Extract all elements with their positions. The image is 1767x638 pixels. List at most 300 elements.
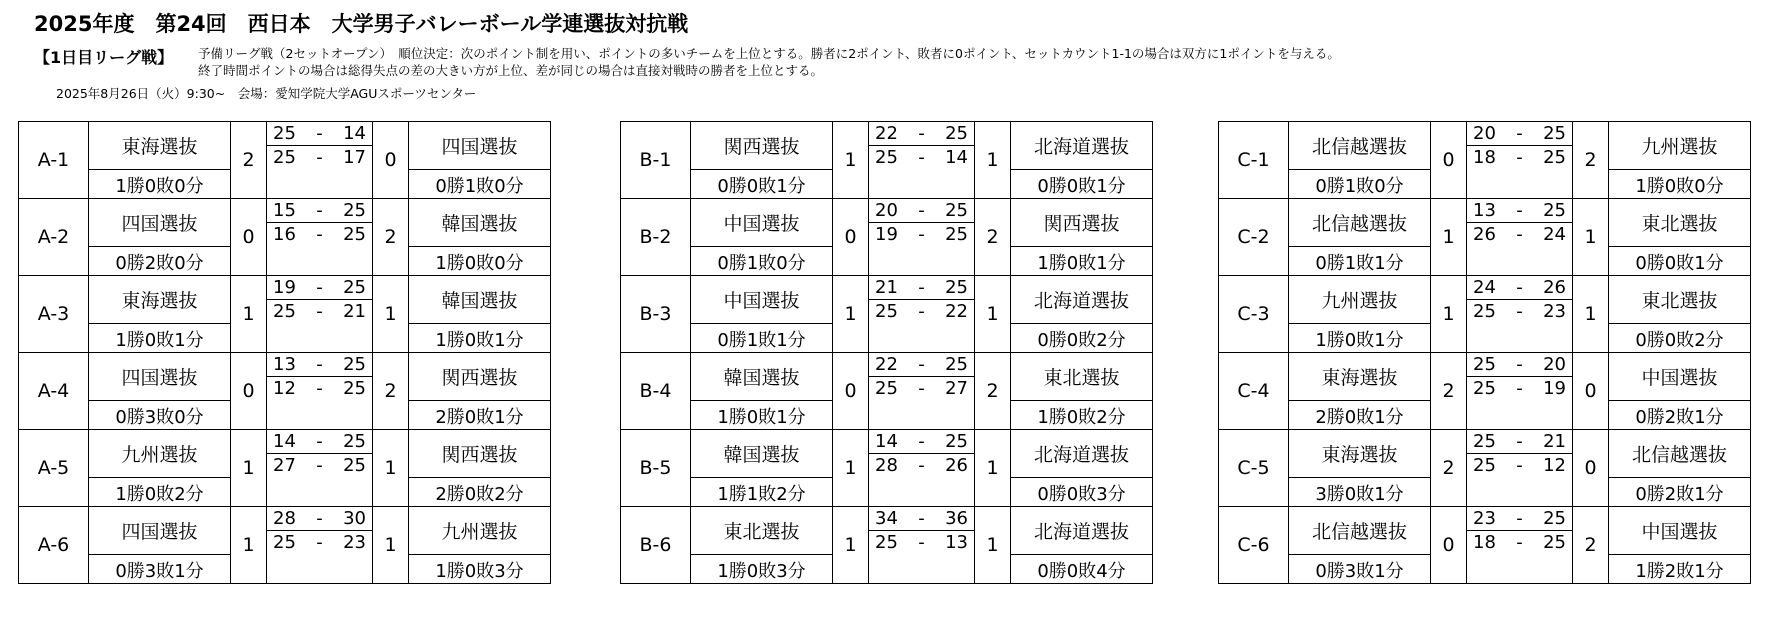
- set-score-team1: 26: [1473, 224, 1496, 246]
- team2-sets: 1: [1573, 199, 1609, 276]
- team2-record: 0勝2敗1分: [1609, 478, 1751, 507]
- match-row: [621, 430, 1153, 454]
- team1-record: 2勝0敗1分: [1289, 401, 1431, 430]
- score-dash: -: [1516, 123, 1523, 144]
- score-blank: [267, 324, 373, 353]
- score-blank: [869, 247, 975, 276]
- team1-sets: 0: [1431, 122, 1467, 199]
- set-score: [869, 454, 975, 478]
- set-score-team1: 14: [273, 431, 296, 452]
- team2-name: 四国選抜: [409, 122, 551, 170]
- match-row: [621, 507, 1153, 531]
- match-row: [621, 247, 1153, 276]
- team1-name: 北信越選抜: [1289, 507, 1431, 555]
- score-blank: [1467, 401, 1573, 430]
- set-score-team2: 25: [1543, 123, 1566, 144]
- team2-name: 北海道選抜: [1011, 122, 1153, 170]
- set-score: [1467, 430, 1573, 454]
- team2-sets: 0: [1573, 353, 1609, 430]
- match-row: [621, 199, 1153, 223]
- score-dash: -: [918, 224, 925, 246]
- set-score: [869, 300, 975, 324]
- set-score-team1: 18: [1473, 147, 1496, 169]
- team2-sets: 0: [1573, 430, 1609, 507]
- set-score-team2: 26: [1543, 277, 1566, 298]
- set-score-team1: 16: [273, 224, 296, 246]
- set-score: [869, 146, 975, 170]
- score-dash: -: [918, 455, 925, 477]
- set-score-team1: 25: [875, 301, 898, 323]
- match-row: [1219, 247, 1751, 276]
- set-score-team1: 19: [273, 277, 296, 298]
- match-row: [19, 430, 551, 454]
- team2-sets: 2: [975, 199, 1011, 276]
- date-venue: 2025年8月26日（火）9:30~ 会場：愛知学院大学AGUスポーツセンター: [56, 86, 477, 101]
- team1-record: 0勝3敗0分: [89, 401, 231, 430]
- score-blank: [869, 401, 975, 430]
- set-score-team2: 26: [945, 455, 968, 477]
- team2-sets: 1: [975, 276, 1011, 353]
- team1-name: 東海選抜: [1289, 353, 1431, 401]
- set-score: [1467, 353, 1573, 377]
- match-row: [19, 555, 551, 584]
- team2-record: 0勝1敗0分: [409, 170, 551, 199]
- team2-record: 1勝2敗1分: [1609, 555, 1751, 584]
- score-dash: -: [1516, 277, 1523, 298]
- team1-sets: 2: [1431, 353, 1467, 430]
- set-score-team1: 13: [273, 354, 296, 375]
- match-code: B-6: [621, 507, 691, 584]
- team2-name: 九州選抜: [409, 507, 551, 555]
- score-blank: [267, 478, 373, 507]
- team1-sets: 1: [231, 430, 267, 507]
- match-code: A-3: [19, 276, 89, 353]
- score-dash: -: [918, 277, 925, 298]
- set-score-team1: 25: [1473, 378, 1496, 400]
- team2-sets: 2: [1573, 507, 1609, 584]
- team1-name: 北信越選抜: [1289, 122, 1431, 170]
- set-score: [1467, 122, 1573, 146]
- score-dash: -: [316, 532, 323, 554]
- team2-name: 九州選抜: [1609, 122, 1751, 170]
- set-score-team1: 34: [875, 508, 898, 529]
- match-row: [1219, 122, 1751, 146]
- team2-record: 0勝0敗4分: [1011, 555, 1153, 584]
- team1-sets: 1: [833, 276, 869, 353]
- team1-record: 0勝0敗1分: [691, 170, 833, 199]
- team1-sets: 1: [231, 507, 267, 584]
- score-blank: [1467, 170, 1573, 199]
- score-dash: -: [918, 378, 925, 400]
- set-score-team1: 22: [875, 354, 898, 375]
- score-blank: [1467, 247, 1573, 276]
- match-row: [621, 353, 1153, 377]
- team1-record: 0勝3敗1分: [1289, 555, 1431, 584]
- team1-sets: 2: [1431, 430, 1467, 507]
- rule-text-line-2: 終了時間ポイントの場合は総得失点の差の大きい方が上位、差が同じの場合は直接対戦時の勝者を上位とする。: [198, 63, 824, 78]
- score-dash: -: [316, 431, 323, 452]
- set-score: [267, 531, 373, 555]
- set-score-team1: 25: [875, 147, 898, 169]
- set-score: [267, 353, 373, 377]
- set-score-team1: 25: [1473, 301, 1496, 323]
- team1-name: 中国選抜: [691, 199, 833, 247]
- score-dash: -: [1516, 431, 1523, 452]
- team2-record: 1勝0敗1分: [1011, 247, 1153, 276]
- score-dash: -: [918, 508, 925, 529]
- set-score-team2: 25: [343, 378, 366, 400]
- team2-record: 1勝0敗2分: [1011, 401, 1153, 430]
- score-dash: -: [316, 200, 323, 221]
- team2-name: 北海道選抜: [1011, 507, 1153, 555]
- set-score-team2: 30: [343, 508, 366, 529]
- team2-name: 韓国選抜: [409, 199, 551, 247]
- set-score-team1: 25: [875, 532, 898, 554]
- team1-record: 1勝0敗1分: [1289, 324, 1431, 353]
- set-score-team1: 25: [875, 378, 898, 400]
- set-score: [869, 353, 975, 377]
- set-score-team2: 27: [945, 378, 968, 400]
- set-score-team2: 13: [945, 532, 968, 554]
- match-code: C-1: [1219, 122, 1289, 199]
- score-blank: [267, 555, 373, 584]
- set-score: [267, 454, 373, 478]
- team2-name: 中国選抜: [1609, 507, 1751, 555]
- set-score: [267, 300, 373, 324]
- match-code: B-2: [621, 199, 691, 276]
- team2-name: 関西選抜: [409, 353, 551, 401]
- set-score-team1: 25: [1473, 354, 1496, 375]
- set-score-team2: 25: [343, 354, 366, 375]
- set-score: [869, 507, 975, 531]
- match-code: C-2: [1219, 199, 1289, 276]
- team2-name: 関西選抜: [409, 430, 551, 478]
- team1-record: 0勝1敗0分: [1289, 170, 1431, 199]
- team2-name: 東北選抜: [1609, 199, 1751, 247]
- team1-name: 四国選抜: [89, 353, 231, 401]
- match-code: A-1: [19, 122, 89, 199]
- league-table: [620, 121, 1153, 584]
- team1-record: 1勝0敗1分: [691, 401, 833, 430]
- team1-name: 韓国選抜: [691, 430, 833, 478]
- set-score: [267, 377, 373, 401]
- team2-sets: 1: [975, 507, 1011, 584]
- match-code: B-3: [621, 276, 691, 353]
- team2-sets: 1: [373, 430, 409, 507]
- set-score-team1: 12: [273, 378, 296, 400]
- set-score-team2: 17: [343, 147, 366, 169]
- match-row: [1219, 170, 1751, 199]
- score-blank: [1467, 478, 1573, 507]
- set-score-team2: 25: [945, 277, 968, 298]
- team1-record: 3勝0敗1分: [1289, 478, 1431, 507]
- match-row: [19, 353, 551, 377]
- team1-record: 0勝1敗0分: [691, 247, 833, 276]
- set-score: [869, 276, 975, 300]
- team1-record: 1勝0敗3分: [691, 555, 833, 584]
- team1-sets: 0: [231, 199, 267, 276]
- team2-name: 北信越選抜: [1609, 430, 1751, 478]
- set-score-team2: 14: [945, 147, 968, 169]
- match-row: [1219, 353, 1751, 377]
- set-score: [267, 122, 373, 146]
- set-score-team2: 36: [945, 508, 968, 529]
- league-table: [18, 121, 551, 584]
- team1-record: 1勝1敗2分: [691, 478, 833, 507]
- team1-sets: 1: [833, 507, 869, 584]
- score-dash: -: [1516, 200, 1523, 221]
- match-code: B-1: [621, 122, 691, 199]
- team1-sets: 1: [833, 430, 869, 507]
- set-score-team1: 27: [273, 455, 296, 477]
- set-score: [267, 276, 373, 300]
- team1-name: 四国選抜: [89, 507, 231, 555]
- score-dash: -: [918, 123, 925, 144]
- team2-sets: 2: [373, 353, 409, 430]
- score-dash: -: [316, 123, 323, 144]
- day-label: 【1日目リーグ戦】: [34, 48, 174, 67]
- score-dash: -: [1516, 147, 1523, 169]
- set-score: [267, 223, 373, 247]
- set-score-team1: 22: [875, 123, 898, 144]
- team1-name: 九州選抜: [89, 430, 231, 478]
- score-blank: [267, 401, 373, 430]
- match-row: [621, 276, 1153, 300]
- score-blank: [869, 478, 975, 507]
- team1-record: 0勝2敗0分: [89, 247, 231, 276]
- set-score-team1: 20: [1473, 123, 1496, 144]
- score-dash: -: [316, 508, 323, 529]
- set-score: [869, 377, 975, 401]
- score-dash: -: [918, 301, 925, 323]
- score-dash: -: [1516, 224, 1523, 246]
- set-score-team2: 23: [1543, 301, 1566, 323]
- team1-sets: 1: [231, 276, 267, 353]
- set-score: [869, 199, 975, 223]
- set-score-team1: 13: [1473, 200, 1496, 221]
- set-score-team2: 14: [343, 123, 366, 144]
- set-score-team1: 25: [273, 301, 296, 323]
- team2-record: 0勝0敗1分: [1011, 170, 1153, 199]
- team2-name: 韓国選抜: [409, 276, 551, 324]
- team2-sets: 1: [975, 430, 1011, 507]
- team2-sets: 2: [1573, 122, 1609, 199]
- team1-name: 東海選抜: [1289, 430, 1431, 478]
- team1-sets: 1: [1431, 199, 1467, 276]
- set-score-team1: 25: [273, 147, 296, 169]
- team2-record: 2勝0敗2分: [409, 478, 551, 507]
- set-score: [1467, 276, 1573, 300]
- set-score: [1467, 223, 1573, 247]
- match-code: C-6: [1219, 507, 1289, 584]
- score-blank: [267, 247, 373, 276]
- team1-sets: 0: [231, 353, 267, 430]
- team2-name: 東北選抜: [1011, 353, 1153, 401]
- set-score: [1467, 300, 1573, 324]
- match-row: [1219, 555, 1751, 584]
- set-score-team1: 25: [1473, 455, 1496, 477]
- set-score: [1467, 507, 1573, 531]
- team1-record: 0勝1敗1分: [1289, 247, 1431, 276]
- set-score: [1467, 199, 1573, 223]
- match-row: [621, 555, 1153, 584]
- match-row: [1219, 199, 1751, 223]
- set-score-team2: 25: [945, 354, 968, 375]
- set-score-team1: 15: [273, 200, 296, 221]
- team1-name: 関西選抜: [691, 122, 833, 170]
- match-row: [621, 324, 1153, 353]
- team1-sets: 0: [833, 199, 869, 276]
- team1-name: 中国選抜: [691, 276, 833, 324]
- match-row: [19, 507, 551, 531]
- match-code: A-4: [19, 353, 89, 430]
- score-dash: -: [1516, 455, 1523, 477]
- set-score-team2: 25: [945, 224, 968, 246]
- set-score: [1467, 146, 1573, 170]
- set-score-team1: 23: [1473, 508, 1496, 529]
- match-row: [1219, 507, 1751, 531]
- set-score: [869, 531, 975, 555]
- team2-name: 北海道選抜: [1011, 276, 1153, 324]
- set-score-team1: 20: [875, 200, 898, 221]
- team2-name: 東北選抜: [1609, 276, 1751, 324]
- team1-name: 東海選抜: [89, 276, 231, 324]
- set-score-team2: 25: [343, 431, 366, 452]
- set-score-team2: 21: [1543, 431, 1566, 452]
- team1-name: 北信越選抜: [1289, 199, 1431, 247]
- set-score: [267, 507, 373, 531]
- match-code: B-4: [621, 353, 691, 430]
- score-blank: [869, 555, 975, 584]
- set-score-team2: 25: [343, 200, 366, 221]
- match-code: A-5: [19, 430, 89, 507]
- match-code: C-5: [1219, 430, 1289, 507]
- team2-sets: 1: [975, 122, 1011, 199]
- score-blank: [267, 170, 373, 199]
- set-score-team2: 20: [1543, 354, 1566, 375]
- team1-record: 0勝1敗1分: [691, 324, 833, 353]
- team2-record: 1勝0敗1分: [409, 324, 551, 353]
- team2-name: 関西選抜: [1011, 199, 1153, 247]
- score-dash: -: [316, 277, 323, 298]
- set-score-team1: 21: [875, 277, 898, 298]
- set-score-team2: 25: [343, 277, 366, 298]
- score-dash: -: [316, 147, 323, 169]
- set-score-team1: 25: [273, 532, 296, 554]
- score-dash: -: [1516, 532, 1523, 554]
- team1-name: 東海選抜: [89, 122, 231, 170]
- team1-record: 1勝0敗0分: [89, 170, 231, 199]
- match-row: [19, 122, 551, 146]
- team2-record: 1勝0敗0分: [409, 247, 551, 276]
- team2-sets: 2: [373, 199, 409, 276]
- set-score-team1: 28: [875, 455, 898, 477]
- team1-sets: 1: [1431, 276, 1467, 353]
- set-score-team2: 24: [1543, 224, 1566, 246]
- set-score: [1467, 377, 1573, 401]
- set-score-team2: 25: [343, 224, 366, 246]
- match-row: [1219, 276, 1751, 300]
- set-score-team1: 25: [273, 123, 296, 144]
- set-score: [267, 199, 373, 223]
- match-row: [19, 324, 551, 353]
- score-dash: -: [316, 224, 323, 246]
- score-blank: [1467, 324, 1573, 353]
- set-score-team2: 19: [1543, 378, 1566, 400]
- team2-record: 2勝0敗1分: [409, 401, 551, 430]
- team1-name: 東北選抜: [691, 507, 833, 555]
- score-dash: -: [316, 354, 323, 375]
- score-blank: [869, 170, 975, 199]
- team2-sets: 1: [1573, 276, 1609, 353]
- set-score-team2: 22: [945, 301, 968, 323]
- score-dash: -: [1516, 508, 1523, 529]
- team2-sets: 0: [373, 122, 409, 199]
- team2-record: 0勝0敗2分: [1011, 324, 1153, 353]
- match-row: [621, 401, 1153, 430]
- set-score-team2: 25: [945, 123, 968, 144]
- match-row: [19, 247, 551, 276]
- score-dash: -: [316, 301, 323, 323]
- set-score-team2: 25: [945, 200, 968, 221]
- score-dash: -: [1516, 354, 1523, 375]
- score-dash: -: [918, 431, 925, 452]
- team2-record: 0勝0敗2分: [1609, 324, 1751, 353]
- set-score-team2: 25: [1543, 200, 1566, 221]
- team2-sets: 1: [373, 276, 409, 353]
- match-code: A-6: [19, 507, 89, 584]
- team1-sets: 0: [1431, 507, 1467, 584]
- team1-sets: 0: [833, 353, 869, 430]
- match-row: [19, 170, 551, 199]
- page-title: 2025年度 第24回 西日本 大学男子バレーボール学連選抜対抗戦: [34, 12, 689, 36]
- score-dash: -: [918, 200, 925, 221]
- team1-name: 九州選抜: [1289, 276, 1431, 324]
- set-score-team1: 14: [875, 431, 898, 452]
- score-dash: -: [918, 147, 925, 169]
- set-score-team2: 25: [945, 431, 968, 452]
- match-code: C-4: [1219, 353, 1289, 430]
- set-score: [869, 430, 975, 454]
- team2-record: 1勝0敗0分: [1609, 170, 1751, 199]
- score-blank: [869, 324, 975, 353]
- match-row: [19, 199, 551, 223]
- team2-record: 1勝0敗3分: [409, 555, 551, 584]
- match-row: [621, 170, 1153, 199]
- rule-text-line-1: 予備リーグ戦（2セットオープン） 順位決定：次のポイント制を用い、ポイントの多いチームを上位とする。勝者に2ポイント、敗者に0ポイント、セットカウント1-1の場合は双方に1ポイントを与える。: [198, 46, 1340, 61]
- set-score-team2: 23: [343, 532, 366, 554]
- score-dash: -: [918, 354, 925, 375]
- team2-name: 北海道選抜: [1011, 430, 1153, 478]
- set-score: [869, 122, 975, 146]
- team1-record: 0勝3敗1分: [89, 555, 231, 584]
- league-table: [1218, 121, 1751, 584]
- match-row: [1219, 478, 1751, 507]
- match-code: B-5: [621, 430, 691, 507]
- score-dash: -: [918, 532, 925, 554]
- team1-name: 韓国選抜: [691, 353, 833, 401]
- set-score: [267, 430, 373, 454]
- match-row: [19, 478, 551, 507]
- team1-record: 1勝0敗1分: [89, 324, 231, 353]
- team2-sets: 1: [373, 507, 409, 584]
- set-score-team1: 19: [875, 224, 898, 246]
- match-row: [1219, 430, 1751, 454]
- set-score: [869, 223, 975, 247]
- match-code: C-3: [1219, 276, 1289, 353]
- team1-sets: 2: [231, 122, 267, 199]
- match-row: [621, 478, 1153, 507]
